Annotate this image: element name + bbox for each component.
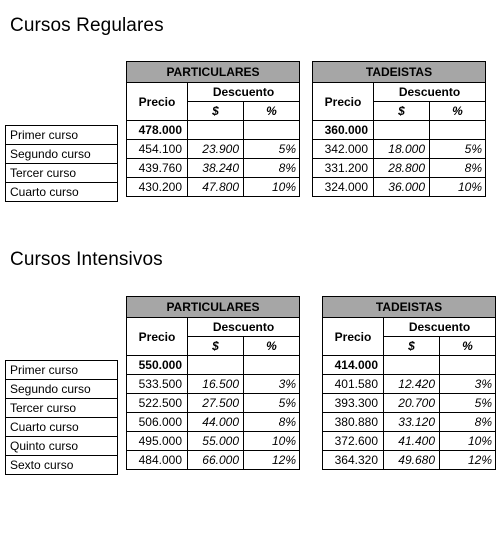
tadeistas-table-regulares — [312, 61, 486, 197]
pct-cell: 10% — [244, 432, 300, 451]
table-row — [127, 121, 300, 140]
descuento-header: Descuento — [188, 83, 300, 102]
table-row — [127, 413, 300, 432]
table-row — [323, 375, 496, 394]
descuento-cell: 44.000 — [188, 413, 244, 432]
descuento-cell: 16.500 — [188, 375, 244, 394]
descuento-cell: 27.500 — [188, 394, 244, 413]
row-label: Cuarto curso — [6, 418, 118, 437]
table-row — [127, 432, 300, 451]
pct-cell: 3% — [244, 375, 300, 394]
table-row — [313, 178, 486, 197]
descuento-cell: 28.800 — [374, 159, 430, 178]
pct-cell: 5% — [440, 394, 496, 413]
row-label: Tercer curso — [6, 399, 118, 418]
group-header-tadeistas: TADEISTAS — [313, 62, 486, 83]
descuento-cell: 23.900 — [188, 140, 244, 159]
percent-header: % — [244, 102, 300, 121]
table-row — [323, 432, 496, 451]
table-row — [127, 178, 300, 197]
precio-cell: 550.000 — [127, 356, 188, 375]
descuento-cell — [188, 121, 244, 140]
precio-cell: 522.500 — [127, 394, 188, 413]
precio-cell: 506.000 — [127, 413, 188, 432]
precio-cell: 324.000 — [313, 178, 374, 197]
group-header-tadeistas: TADEISTAS — [323, 297, 496, 318]
descuento-cell: 41.400 — [384, 432, 440, 451]
descuento-cell: 33.120 — [384, 413, 440, 432]
descuento-cell: 12.420 — [384, 375, 440, 394]
precio-header: Precio — [127, 83, 188, 121]
table-row — [127, 394, 300, 413]
precio-header: Precio — [127, 318, 188, 356]
row-label: Primer curso — [6, 361, 118, 380]
table-row — [323, 356, 496, 375]
table-row — [127, 356, 300, 375]
descuento-cell — [384, 356, 440, 375]
row-label: Segundo curso — [6, 145, 118, 164]
pct-cell: 8% — [430, 159, 486, 178]
row-labels-regulares — [5, 125, 118, 202]
table-row — [313, 121, 486, 140]
precio-cell: 364.320 — [323, 451, 384, 470]
pct-cell: 10% — [440, 432, 496, 451]
table-row — [323, 413, 496, 432]
table-row — [313, 159, 486, 178]
descuento-cell: 18.000 — [374, 140, 430, 159]
pct-cell — [244, 121, 300, 140]
section-title-intensivos: Cursos Intensivos — [10, 249, 163, 270]
row-label: Tercer curso — [6, 164, 118, 183]
pct-cell — [440, 356, 496, 375]
pct-cell — [430, 121, 486, 140]
precio-cell: 533.500 — [127, 375, 188, 394]
row-label: Segundo curso — [6, 380, 118, 399]
currency-header: $ — [188, 337, 244, 356]
precio-cell: 439.760 — [127, 159, 188, 178]
descuento-cell: 55.000 — [188, 432, 244, 451]
precio-cell: 454.100 — [127, 140, 188, 159]
precio-header: Precio — [313, 83, 374, 121]
table-row — [323, 451, 496, 470]
row-label: Primer curso — [6, 126, 118, 145]
pct-cell: 5% — [430, 140, 486, 159]
descuento-cell: 38.240 — [188, 159, 244, 178]
pct-cell: 3% — [440, 375, 496, 394]
precio-cell: 495.000 — [127, 432, 188, 451]
row-labels-intensivos — [5, 360, 118, 475]
table-row — [127, 451, 300, 470]
descuento-cell: 36.000 — [374, 178, 430, 197]
section-title-regulares: Cursos Regulares — [10, 15, 164, 36]
precio-cell: 360.000 — [313, 121, 374, 140]
percent-header: % — [430, 102, 486, 121]
pct-cell: 5% — [244, 140, 300, 159]
currency-header: $ — [374, 102, 430, 121]
table-row — [127, 375, 300, 394]
descuento-cell: 49.680 — [384, 451, 440, 470]
particulares-table-intensivos — [126, 296, 300, 470]
descuento-header: Descuento — [384, 318, 496, 337]
particulares-table-regulares — [126, 61, 300, 197]
pct-cell: 12% — [440, 451, 496, 470]
precio-cell: 331.200 — [313, 159, 374, 178]
precio-cell: 430.200 — [127, 178, 188, 197]
currency-header: $ — [384, 337, 440, 356]
currency-header: $ — [188, 102, 244, 121]
pct-cell — [244, 356, 300, 375]
table-row — [127, 140, 300, 159]
descuento-cell: 47.800 — [188, 178, 244, 197]
precio-cell: 401.580 — [323, 375, 384, 394]
pct-cell: 12% — [244, 451, 300, 470]
precio-cell: 372.600 — [323, 432, 384, 451]
pct-cell: 5% — [244, 394, 300, 413]
precio-cell: 484.000 — [127, 451, 188, 470]
descuento-header: Descuento — [374, 83, 486, 102]
table-row — [313, 140, 486, 159]
descuento-cell: 20.700 — [384, 394, 440, 413]
pct-cell: 8% — [440, 413, 496, 432]
pct-cell: 10% — [430, 178, 486, 197]
descuento-cell — [374, 121, 430, 140]
descuento-header: Descuento — [188, 318, 300, 337]
descuento-cell — [188, 356, 244, 375]
row-label: Sexto curso — [6, 456, 118, 475]
group-header-particulares: PARTICULARES — [127, 297, 300, 318]
table-row — [323, 394, 496, 413]
precio-header: Precio — [323, 318, 384, 356]
percent-header: % — [244, 337, 300, 356]
group-header-particulares: PARTICULARES — [127, 62, 300, 83]
precio-cell: 380.880 — [323, 413, 384, 432]
precio-cell: 478.000 — [127, 121, 188, 140]
tadeistas-table-intensivos — [322, 296, 496, 470]
precio-cell: 414.000 — [323, 356, 384, 375]
pct-cell: 8% — [244, 159, 300, 178]
row-label: Quinto curso — [6, 437, 118, 456]
percent-header: % — [440, 337, 496, 356]
descuento-cell: 66.000 — [188, 451, 244, 470]
pct-cell: 8% — [244, 413, 300, 432]
precio-cell: 393.300 — [323, 394, 384, 413]
row-label: Cuarto curso — [6, 183, 118, 202]
table-row — [127, 159, 300, 178]
precio-cell: 342.000 — [313, 140, 374, 159]
pct-cell: 10% — [244, 178, 300, 197]
